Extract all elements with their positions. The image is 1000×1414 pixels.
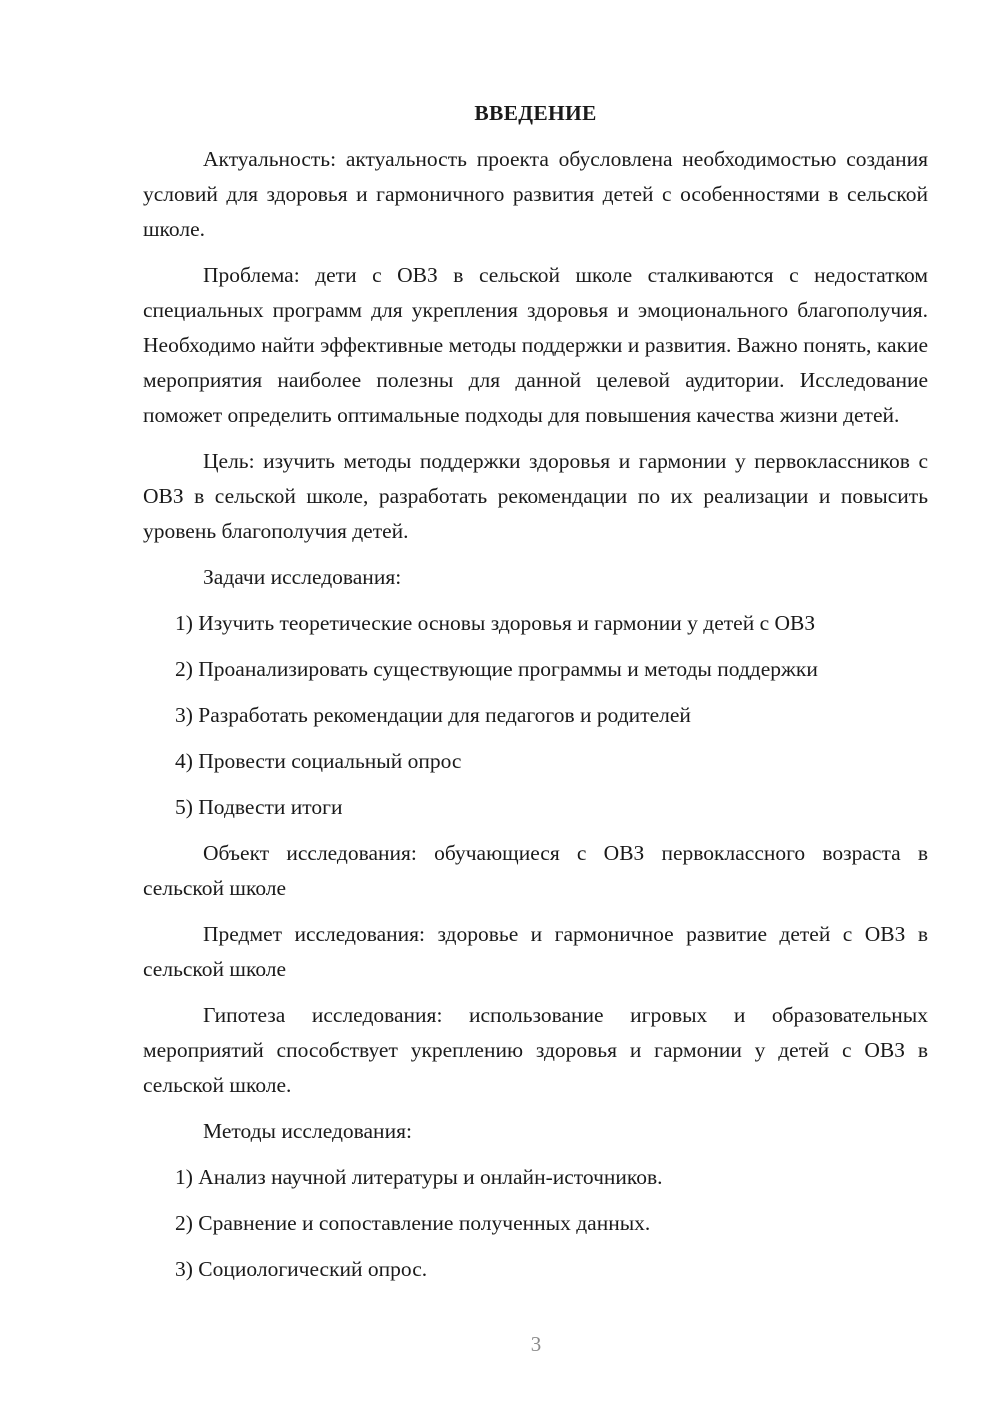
- task-item: 5) Подвести итоги: [175, 795, 343, 819]
- object-paragraph: Объект исследования: обучающиеся с ОВЗ первоклассного возраста в сельской школе: [143, 841, 928, 900]
- document-page: [143, 96, 928, 1298]
- page-title: ВВЕДЕНИЕ: [474, 101, 597, 125]
- task-item: 3) Разработать рекомендации для педагогов и родителей: [175, 703, 691, 727]
- goal-paragraph: Цель: изучить методы поддержки здоровья и гармонии у первоклассников с ОВЗ в сельской школе, разработать рекомендации по их реализации и повысить уровень благополучия детей.: [143, 449, 928, 543]
- problem-paragraph: Проблема: дети с ОВЗ в сельской школе сталкиваются с недостатком специальных программ для укрепления здоровья и эмоционального благополучия. Необходимо найти эффективные методы поддержки и развития. Важно понять, какие мероприятия наиболее полезны для данной целевой аудитории. Исследование поможет определить оптимальные подходы для повышения качества жизни детей.: [143, 263, 928, 427]
- task-item: 1) Изучить теоретические основы здоровья и гармонии у детей с ОВЗ: [175, 611, 816, 635]
- relevance-paragraph: Актуальность: актуальность проекта обусловлена необходимостью создания условий для здоровья и гармоничного развития детей с особенностями в сельской школе.: [143, 147, 928, 241]
- task-item: 4) Провести социальный опрос: [175, 749, 462, 773]
- page-number: 3: [530, 1332, 542, 1356]
- method-item: 1) Анализ научной литературы и онлайн-источников.: [175, 1165, 663, 1189]
- method-item: 3) Социологический опрос.: [175, 1257, 428, 1281]
- methods-heading: Методы исследования:: [203, 1119, 412, 1143]
- hypothesis-paragraph: Гипотеза исследования: использование игровых и образовательных мероприятий способствует укреплению здоровья и гармонии у детей с ОВЗ в сельской школе.: [143, 1003, 928, 1097]
- task-item: 2) Проанализировать существующие программы и методы поддержки: [175, 657, 818, 681]
- subject-paragraph: Предмет исследования: здоровье и гармоничное развитие детей с ОВЗ в сельской школе: [143, 922, 928, 981]
- tasks-heading: Задачи исследования:: [203, 565, 402, 589]
- method-item: 2) Сравнение и сопоставление полученных данных.: [175, 1211, 651, 1235]
